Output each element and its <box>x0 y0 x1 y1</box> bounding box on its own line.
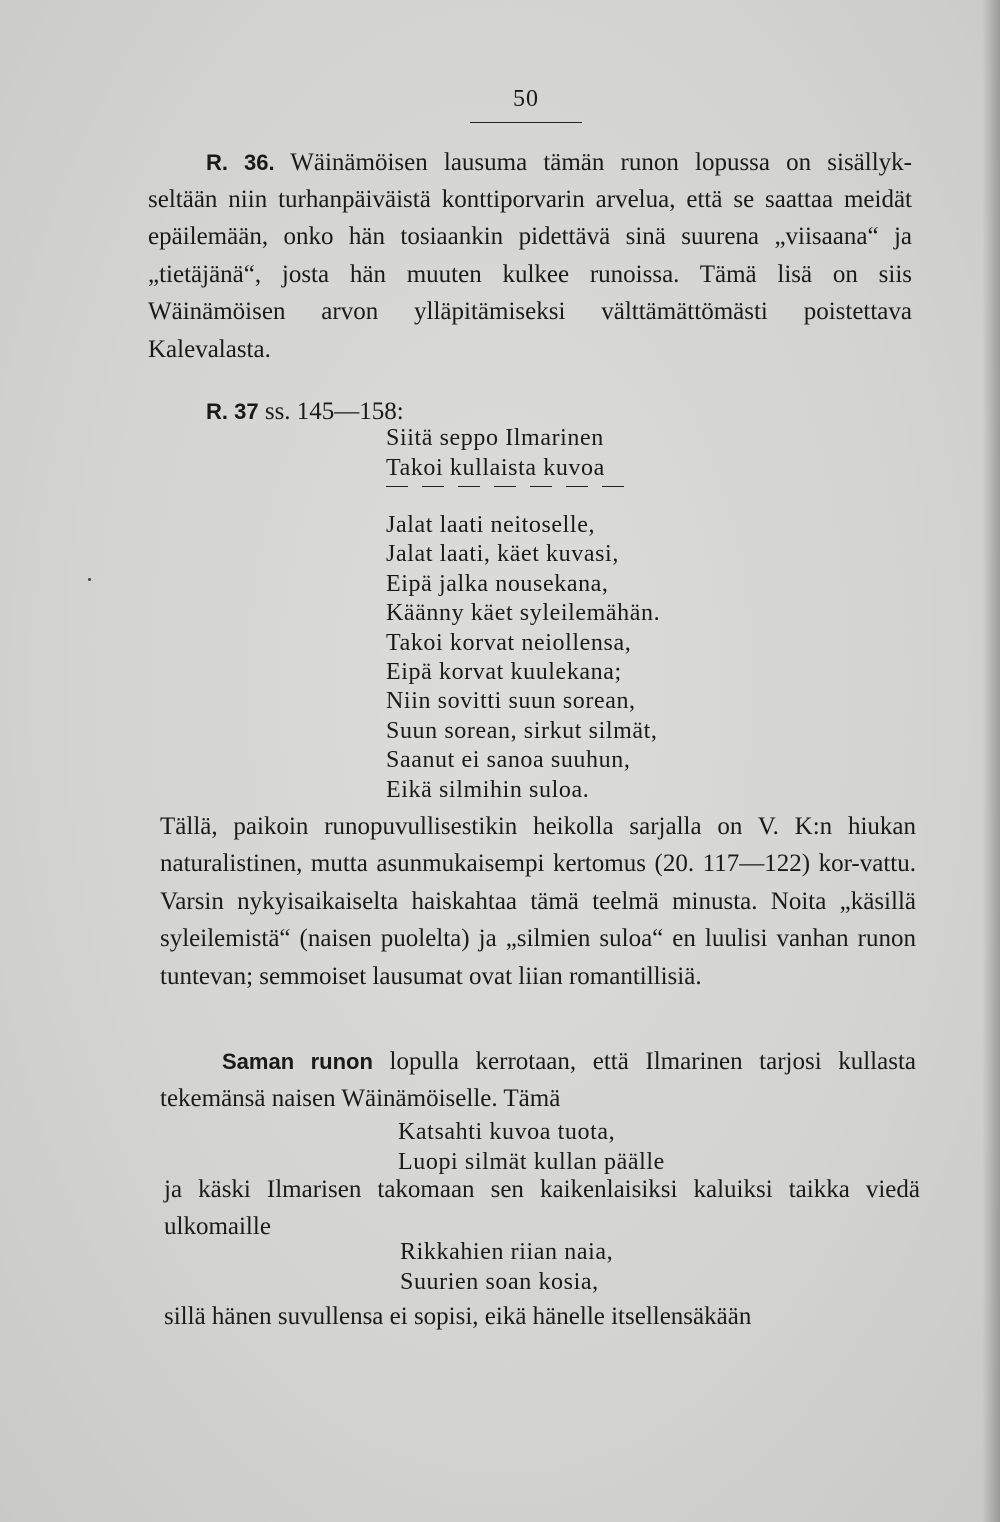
saman-runon-paragraph <box>160 1043 916 1118</box>
r37-verse-opening <box>386 424 605 483</box>
saman-runon-verse-b <box>400 1238 613 1297</box>
verse-line: Jalat laati neitoselle, <box>386 512 596 538</box>
r37-label: R. 37 <box>206 399 259 424</box>
verse-line: Suun sorean, sirkut silmät, <box>386 717 658 744</box>
verse-line: Käänny käet syleilemähän. <box>386 600 661 627</box>
verse-line: Niin sovitti suun sorean, <box>386 688 636 715</box>
print-speck <box>88 578 91 581</box>
saman-runon-intro: lopulla kerrotaan, että Ilmarinen tarjosi kullasta tekemänsä naisen Wäinämöiselle. Tämä <box>160 1048 916 1113</box>
r36-paragraph: seltään niin turhanpäiväistä konttiporvarin arvelua, että se saattaa meidät epäilemään, onko hän tosiaankin pidettävä sinä suurena „viisaana“ ja „tietäjänä“, josta hän muuten kulkee runoissa. Tämä lisä on siis Wäinämöisen arvon ylläpitämiseksi välttämättömästi poistettava Kalevalasta. <box>148 186 912 363</box>
r37-verse-main <box>386 511 660 805</box>
verse-line: Luopi silmät kullan päälle <box>398 1148 665 1175</box>
r37-commentary: Tällä, paikoin runopuvullisestikin heikolla sarjalla on V. K:n hiukan naturalistinen, mutta asunmukaisempi kertomus (20. 117—122) kor-vattu. Varsin nykyisaikaiselta haiskahtaa tämä teelmä minusta. Noita „käsillä syleilemistä“ (naisen puolelta) ja „silmien suloa“ en luulisi vanhan runon tuntevan; semmoiset lausumat ovat liian romantillisiä. <box>160 813 916 990</box>
verse-line: Takoi kullaista kuvoa <box>386 454 605 481</box>
saman-runon-closing: sillä hänen suvullensa ei sopisi, eikä hänelle itsellensäkään <box>164 1303 752 1330</box>
verse-line: Eipä jalka nousekana, <box>386 570 609 597</box>
verse-omission-dashes <box>386 486 624 487</box>
verse-line: Rikkahien riian naia, <box>400 1239 614 1265</box>
r36-label: R. 36. <box>206 150 275 175</box>
saman-runon-verse-a <box>398 1118 665 1177</box>
page-edge-shadow <box>982 0 1000 1522</box>
page-number: 50 <box>513 86 539 112</box>
verse-line: Eikä silmihin suloa. <box>386 776 590 803</box>
r36-first-line <box>206 144 912 181</box>
verse-line: Eipä korvat kuulekana; <box>386 659 622 686</box>
r36-text-first: Wäinämöisen lausuma tämän runon lopussa on sisällyk- <box>290 149 912 176</box>
verse-line: Jalat laati, käet kuvasi, <box>386 541 619 568</box>
r37-ref: ss. 145—158: <box>264 398 404 425</box>
saman-runon-label: Saman runon <box>222 1049 373 1074</box>
verse-line: Katsahti kuvoa tuota, <box>398 1119 616 1145</box>
verse-line: Saanut ei sanoa suuhun, <box>386 747 631 774</box>
verse-line: Suurien soan kosia, <box>400 1268 599 1295</box>
saman-runon-middle: ja käski Ilmarisen takomaan sen kaikenlaisiksi kaluiksi taikka viedä ulkomaille <box>164 1176 920 1241</box>
page-number-rule <box>470 122 582 123</box>
verse-line: Siitä seppo Ilmarinen <box>386 425 604 451</box>
verse-line: Takoi korvat neiollensa, <box>386 629 632 656</box>
